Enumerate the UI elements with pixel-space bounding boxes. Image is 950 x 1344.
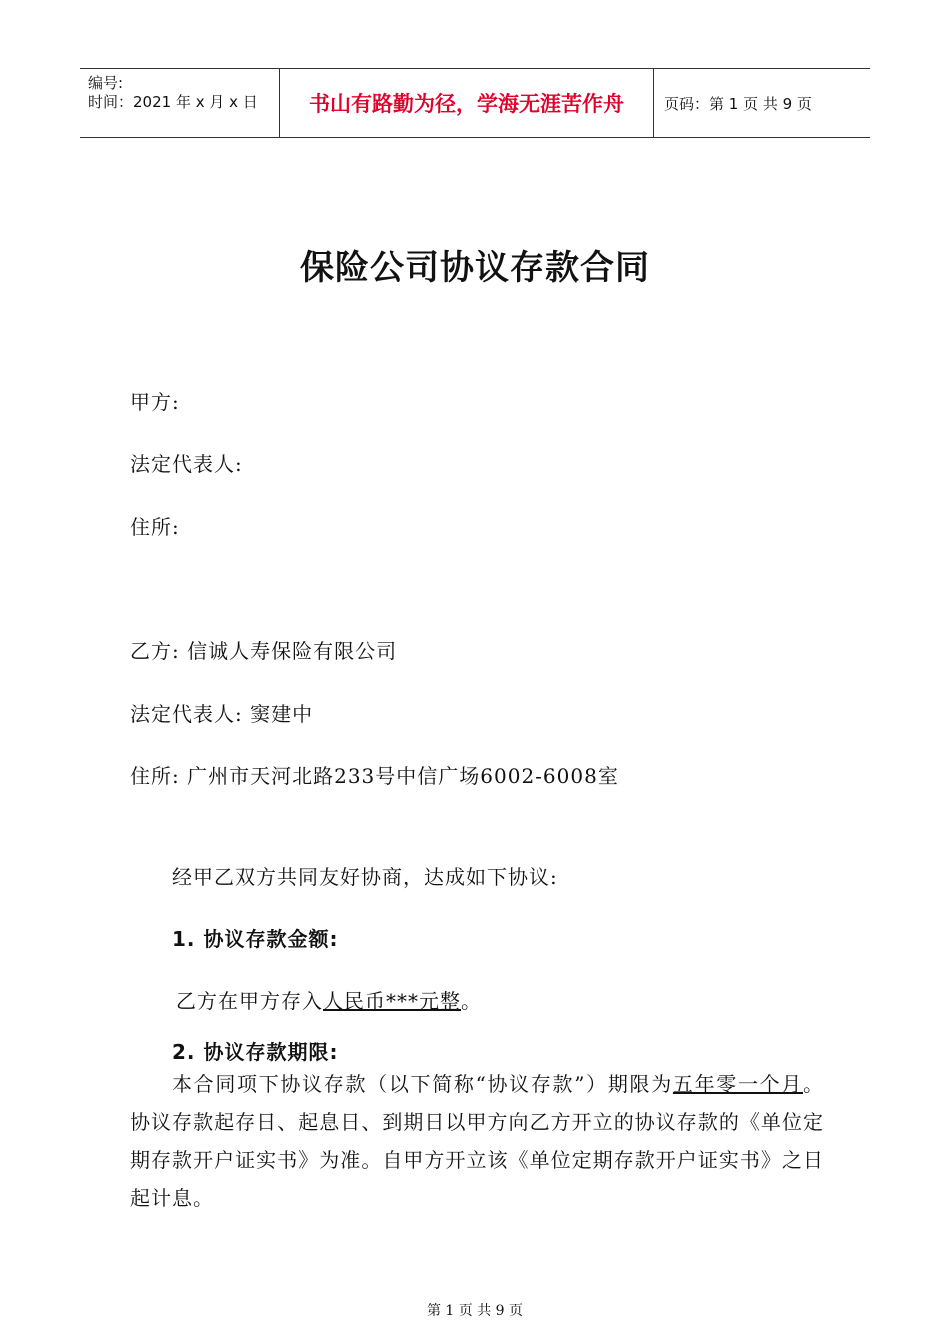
deposit-amount: 人民币***元整	[323, 989, 461, 1013]
section-2-paragraph	[130, 1065, 824, 1217]
header-page-number: 页码：第 1 页 共 9 页	[664, 94, 812, 113]
document-title: 保险公司协议存款合同	[300, 248, 650, 288]
party-a-address: 住所:	[130, 515, 180, 539]
section-1-text	[176, 985, 482, 1014]
agreement-intro: 经甲乙双方共同友好协商，达成如下协议:	[172, 865, 558, 889]
section-2-text-pre: 本合同项下协议存款（以下简称“协议存款”）期限为	[172, 1072, 673, 1096]
party-a-representative: 法定代表人:	[130, 452, 243, 476]
header-motto: 书山有路勤为径，学海无涯苦作舟	[280, 69, 654, 137]
party-b-name: 乙方: 信诚人寿保险有限公司	[130, 639, 398, 663]
header-meta	[80, 69, 280, 137]
party-b-address: 住所: 广州市天河北路233号中信广场6002-6008室	[130, 764, 619, 788]
section-1-text-pre: 乙方在甲方存入	[176, 989, 323, 1013]
section-2-text-post: 。协议存款起存日、起息日、到期日以甲方向乙方开立的协议存款的《单位定期存款开户证实书》为准。自甲方开立该《单位定期存款开户证实书》之日起计息。	[130, 1072, 825, 1210]
page-footer: 第 1 页 共 9 页	[426, 1303, 524, 1319]
party-a-name: 甲方:	[130, 390, 180, 414]
section-2-heading: 2. 协议存款期限:	[172, 1040, 339, 1064]
section-1-text-post: 。	[461, 989, 482, 1013]
document-date-label: 时间：2021 年 x 月 x 日	[88, 93, 258, 111]
section-1-heading: 1. 协议存款金额:	[172, 927, 339, 951]
document-number-label: 编号:	[88, 74, 124, 92]
party-b-representative: 法定代表人: 窦建中	[130, 702, 314, 726]
page-header	[80, 68, 870, 138]
deposit-term: 五年零一个月	[672, 1072, 804, 1096]
